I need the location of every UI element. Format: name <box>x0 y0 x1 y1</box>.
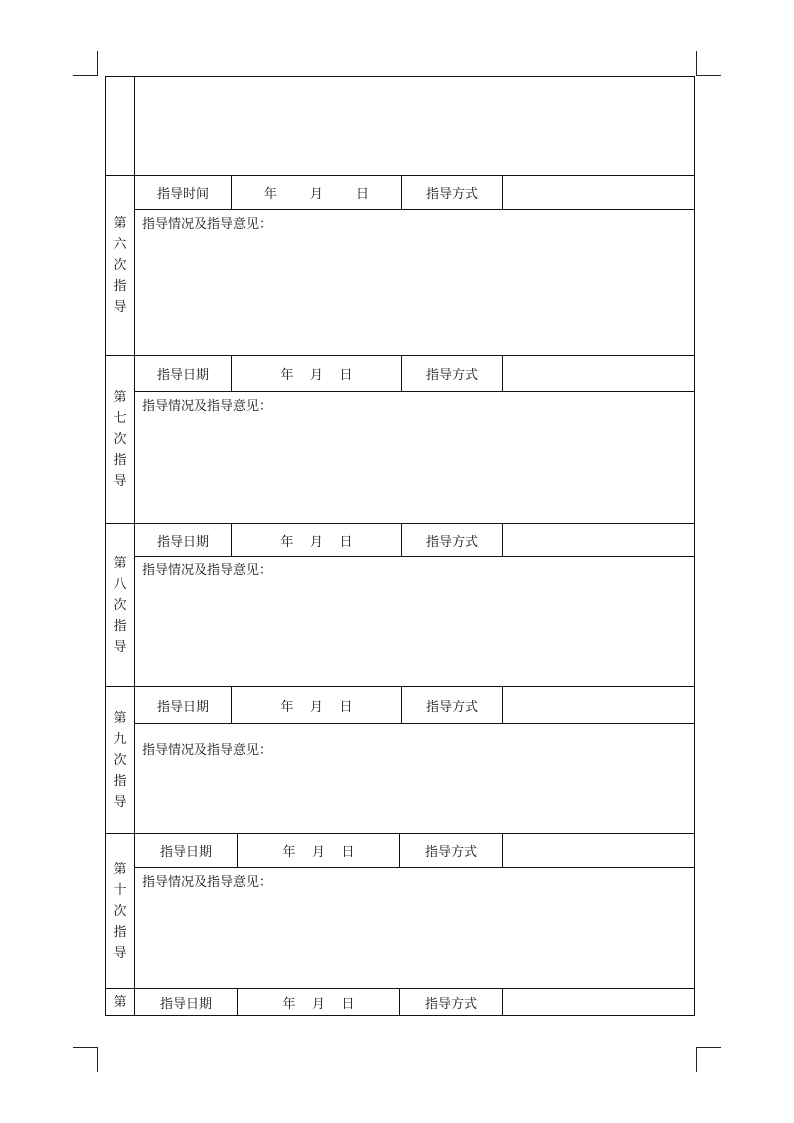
divider <box>135 391 694 392</box>
section-7-opinion-area[interactable] <box>135 414 694 522</box>
section-6-opinion-label: 指导情况及指导意见： <box>142 217 273 232</box>
section-10-date-label: 指导日期 <box>159 845 212 860</box>
section-10-label-char: 第 <box>113 861 127 877</box>
divider <box>135 209 694 210</box>
section-8-label-char: 指 <box>113 618 127 634</box>
section-9-opinion-label: 指导情况及指导意见： <box>142 743 273 758</box>
section-6-label-char: 指 <box>113 279 127 294</box>
section-6-label-char: 次 <box>113 258 127 273</box>
crop-mark-bottom-right-v <box>696 1047 697 1072</box>
section-9-method-field[interactable] <box>503 687 694 723</box>
section-7-date-field[interactable]: 年 月 日 <box>280 368 353 383</box>
section-8-vertical-label <box>106 524 134 686</box>
section-10-opinion-area[interactable] <box>135 890 694 988</box>
section-7-label-char: 指 <box>113 452 127 468</box>
section-11-method-label: 指导方式 <box>424 996 477 1012</box>
crop-mark-top-right-h <box>696 75 721 76</box>
section-7-method-label: 指导方式 <box>425 368 478 383</box>
previous-opinion-area <box>135 77 695 175</box>
section-6-label-char: 六 <box>113 237 127 252</box>
section-11-date-field[interactable]: 年 月 日 <box>282 996 355 1012</box>
section-10-label-char: 指 <box>113 924 127 940</box>
section-6-method-field[interactable] <box>503 176 694 209</box>
guidance-record-table <box>105 76 695 1016</box>
crop-mark-top-left-h <box>73 75 98 76</box>
divider <box>135 556 694 557</box>
section-10-vertical-label <box>106 834 134 988</box>
section-6-label-char: 导 <box>113 300 127 315</box>
section-10-date-field[interactable]: 年 月 日 <box>282 845 355 860</box>
section-8-date-label: 指导日期 <box>156 534 209 550</box>
section-9-method-label: 指导方式 <box>425 699 478 715</box>
section-9-date-field[interactable]: 年 月 日 <box>280 699 353 715</box>
section-7-date-label: 指导日期 <box>156 368 209 383</box>
section-8-opinion-area[interactable] <box>135 578 694 686</box>
section-7-label-char: 次 <box>113 431 127 447</box>
divider <box>135 867 694 868</box>
section-6-label-char: 第 <box>113 216 127 231</box>
section-8-label-char: 次 <box>113 597 127 613</box>
section-7-label-char: 第 <box>113 389 127 405</box>
section-6-date-field[interactable]: 年 月 日 <box>263 187 370 202</box>
section-9-opinion-area[interactable] <box>135 758 694 833</box>
section-10-label-char: 十 <box>113 882 127 898</box>
section-9-label-char: 次 <box>113 753 127 768</box>
section-7-opinion-label: 指导情况及指导意见： <box>142 399 273 414</box>
section-8-method-label: 指导方式 <box>425 534 478 550</box>
section-8-label-char: 八 <box>113 576 127 592</box>
section-6-opinion-area[interactable] <box>135 232 694 355</box>
section-10-method-field[interactable] <box>503 834 694 867</box>
section-7-method-field[interactable] <box>503 356 694 391</box>
section-9-date-label: 指导日期 <box>156 699 209 715</box>
crop-mark-top-left-v <box>97 51 98 76</box>
section-11-method-field[interactable] <box>503 989 694 1015</box>
section-7-label-char: 七 <box>113 410 127 426</box>
section-8-label-char: 导 <box>113 639 127 655</box>
section-9-label-char: 指 <box>113 774 127 789</box>
crop-mark-bottom-right-h <box>696 1047 721 1048</box>
section-7-vertical-label <box>106 356 134 522</box>
section-8-opinion-label: 指导情况及指导意见： <box>142 563 273 578</box>
section-6-method-label: 指导方式 <box>425 187 478 202</box>
section-10-label-char: 导 <box>113 945 127 961</box>
section-11-label-char: 第 <box>113 994 127 1010</box>
divider <box>135 723 694 724</box>
section-11-date-label: 指导日期 <box>159 996 212 1012</box>
section-11-vertical-label <box>106 989 134 1015</box>
section-8-label-char: 第 <box>113 555 127 571</box>
section-10-label-char: 次 <box>113 903 127 919</box>
crop-mark-bottom-left-h <box>73 1047 98 1048</box>
section-7-label-char: 导 <box>113 473 127 489</box>
section-9-label-char: 九 <box>113 732 127 747</box>
section-9-label-char: 第 <box>113 711 127 726</box>
crop-mark-top-right-v <box>696 51 697 76</box>
section-8-date-field[interactable]: 年 月 日 <box>280 534 353 550</box>
section-10-opinion-label: 指导情况及指导意见： <box>142 875 273 890</box>
crop-mark-bottom-left-v <box>97 1047 98 1072</box>
section-9-vertical-label <box>106 687 134 834</box>
section-6-date-label: 指导时间 <box>156 187 209 202</box>
section-6-vertical-label <box>106 176 134 355</box>
section-10-method-label: 指导方式 <box>424 845 477 860</box>
section-9-label-char: 导 <box>113 795 127 810</box>
section-8-method-field[interactable] <box>503 524 694 556</box>
